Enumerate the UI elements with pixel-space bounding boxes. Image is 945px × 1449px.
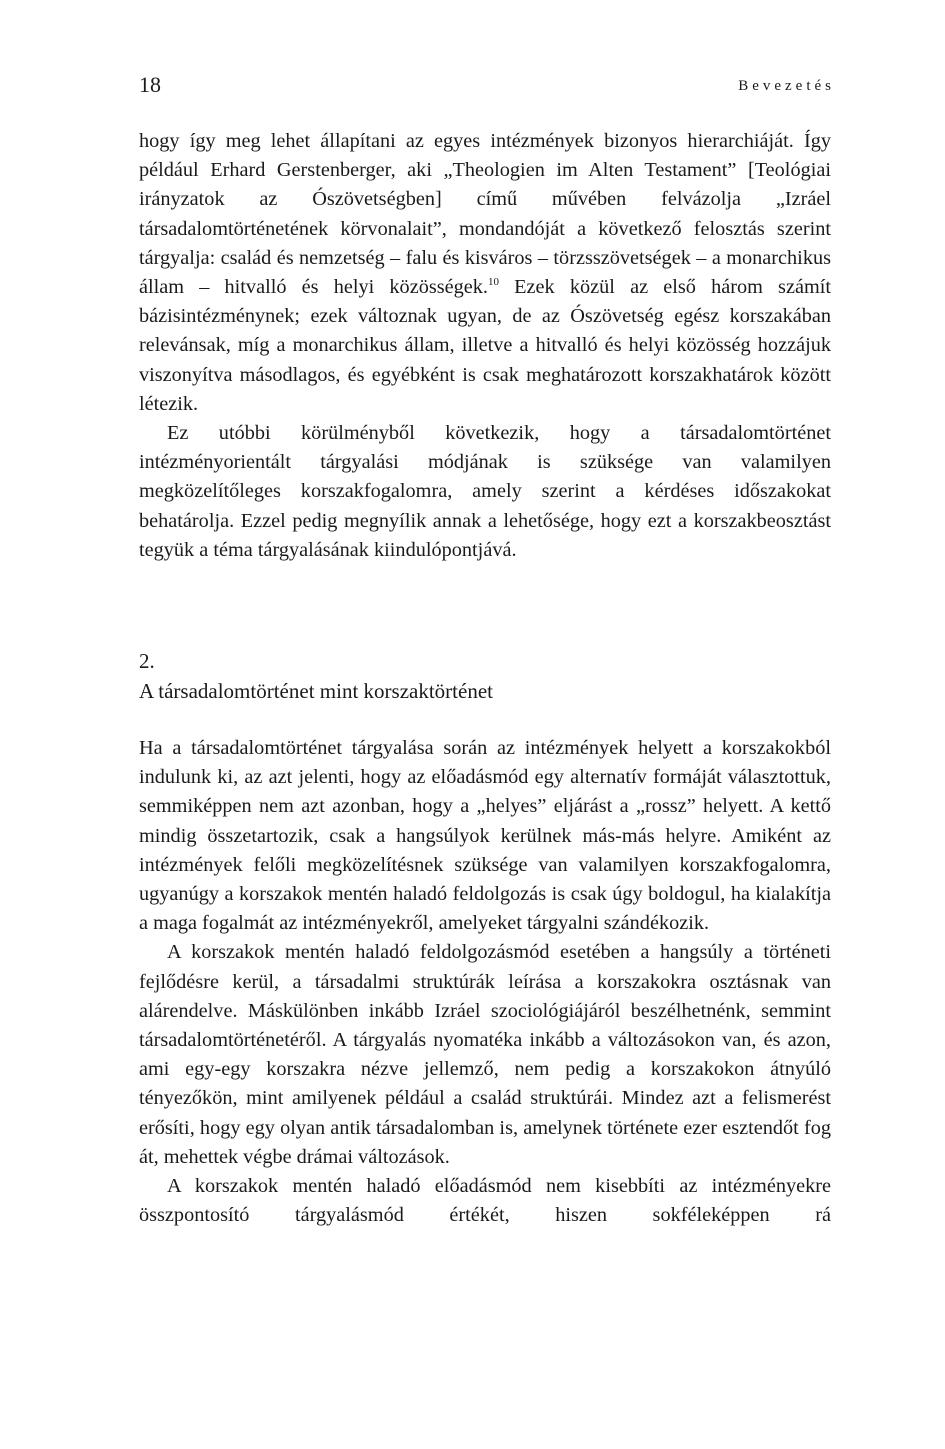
paragraph: A korszakok mentén haladó előadásmód nem kisebbíti az intézményekre összpontosító tárgyalásmód értékét, hiszen sokféleképpen rá [139,1175,831,1227]
running-head: Bevezetés [738,78,835,94]
paragraph: Ha a társadalomtörténet tárgyalása során az intézmények helyett a korszakokból indulunk ki, az azt jelenti, hogy az előadásmód egy alternatív formáját választottuk, semmiképpen nem azt azonban, hogy a „helyes” eljárást a „rossz” helyett. A kettő mindig összetartozik, csak a hangsúlyok kerülnek más-más helyre. Amiként az intézmények felőli megközelítésnek szüksége van valamilyen korszakfogalomra, ugyanúgy a korszakok mentén haladó feldolgozás is csak úgy boldogul, ha kialakítja a maga fogalmát az intézményekről, amelyeket tárgyalni szándékozik. [139,737,831,935]
paragraph-text: Ezek közül az első három számít bázisintézménynek; ezek változnak ugyan, de az Ószövetség egész korszakában relevánsak, míg a monarchikus állam, illetve a hitvalló és helyi közösség hozzájuk viszonyítva másodlagos, és egyébként is csak meghatározott korszakhatárok között létezik. [139,276,831,415]
section-number: 2. [139,649,155,673]
paragraph: A korszakok mentén haladó feldolgozásmód esetében a hangsúly a történeti fejlődésre kerül, a társadalmi struktúrák leírása a korszakokra osztásnak van alárendelve. Máskülönben inkább Izráel szociológiájáról beszélhetnénk, semmint társadalomtörténetéről. A tárgyalás nyomatéka inkább a változásokon van, és azon, ami egy-egy korszakra nézve jellemző, nem pedig a korszakokon átnyúló tényezőkön, mint amilyenek például a család struktúrái. Mindez azt a felismerést erősíti, hogy egy olyan antik társadalomban is, amelynek története ezer esztendőt fog át, mehettek végbe drámai változások. [139,941,831,1168]
paragraph [139,127,831,419]
footnote-reference: 10 [487,276,499,289]
body-text-bottom [139,734,831,1230]
section-title: A társadalomtörténet mint korszaktörténet [139,679,493,703]
page-number: 18 [139,72,161,97]
paragraph: Ez utóbbi körülményből következik, hogy a társadalomtörténet intézményorientált tárgyalási módjának is szüksége van valamilyen megközelítőleges korszakfogalomra, amely szerint a kérdéses időszakokat behatárolja. Ezzel pedig megnyílik annak a lehetősége, hogy ezt a korszakbeosztást tegyük a téma tárgyalásának kiindulópontjává. [139,422,831,561]
body-text-top [139,127,831,565]
paragraph-text: hogy így meg lehet állapítani az egyes intézmények bizonyos hierarchiáját. Így például Erhard Gerstenberger, aki „Theologien im Alten Testament” [Teológiai irányzatok az Ószövetségben] című művében felvázolja „Izráel társadalomtörténetének körvonalait”, mondandóját a következő felosztás szerint tárgyalja: család és nemzetség – falu és kisváros – törzsszövetségek – a monarchikus állam – hitvalló és helyi közösségek. [139,130,831,299]
